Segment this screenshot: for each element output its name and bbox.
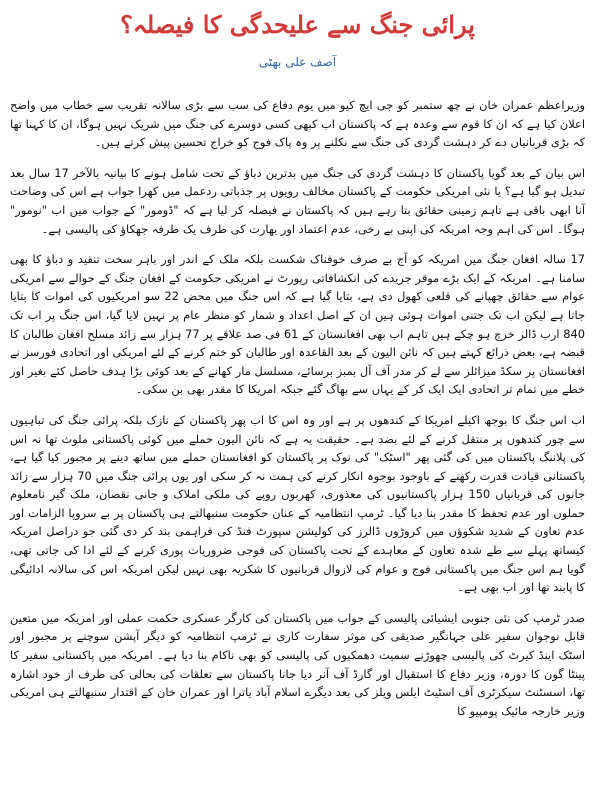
article-headline: پرائی جنگ سے علیحدگی کا فیصلہ؟ — [120, 10, 475, 39]
article-paragraph-4: اب اس جنگ کا بوجھ اکیلے امریکا کے کندھوں پر ہے اور وہ اس کا اب پھر پاکستان کے نازک بلکہ پرائی جنگ کی تباہیوں سے چور کندھوں پر منتقل کرنے کے لئے بضد ہے۔ حقیقت یہ ہے کہ نائن الیون حملے میں کوئی پاکستانی ملوث تھا نہ اس کی پلاننگ پاکستان میں کی گئی پھر "اسٹک" کی نوک پر پاکستان کو افغانستان حملے میں ساتھ دینے پر مجبور کیا گیا ہے، پاکستانی قیادت قدرت رکھنے کے باوجود بوجوہ انکار کرنے کی ہمت نہ کر سکی اور یوں پرائی جنگ میں 70 ہزار سے زائد جانوں کی قربانیاں 150 ہزار پاکستانیوں کی معذوری، کھربوں روپے کی ملکی املاک و جانی نقصان، ملک گیر نامعلوم حملوں اور عدم تحفظ کا مقدر بنا دیا گیا۔ ٹرمپ انتظامیہ کے عنان حکومت سنبھالتے ہی پاکستان پر بے سروپا الزامات اور عدم تعاون کے شدید شکوؤں میں کروڑوں ڈالرز کی کولیشن سپورٹ فنڈ کی فراہمی بند کر دی گئی جو دراصل امریکہ کیساتھ پہلے سے طے شدہ تعاون کے معاہدے کے تحت پاکستان کی فوجی ضروریات پوری کرنے کے لئے ادا کی جاتی تھی، گویا ہم اس جنگ میں پاکستانی فوج و عوام کی لازوال قربانیوں کا شکریہ بھی نہیں لیکن امریکہ اس کی سالانہ ادائیگی کا پابند تھا اور اب بھی ہے۔ — [10, 412, 585, 595]
article-body — [10, 96, 585, 732]
article-paragraph-3: 17 سالہ افغان جنگ میں امریکہ کو آج بے صرف خوفناک شکست بلکہ ملک کے اندر اور باہر سخت تنقید و دباؤ کا بھی سامنا ہے۔ امریکہ کے ایک بڑے موقر جریدے کی انکشافاتی رپورٹ نے امریکی حکومت کے افغان جنگ کے حوالے سے امریکی عوام سے حقائق چھپانے کی قلعی کھول دی ہے، بتایا گیا ہے کہ اس جنگ میں محض 22 سو امریکیوں کی اموات کا بتایا جاتا ہے لیکن اب تک جتنی اموات ہوئی ہیں ان کے اصل اعداد و شمار کو منظر عام پر نہیں لایا گیا، اس جنگ پر اب تک 840 ارب ڈالر خرچ ہو چکے ہیں تاہم اب بھی افغانستان کے 61 فی صد علاقے پر 77 ہزار سے زائد مسلح افغان طالبان کا قبضہ ہے، بعض ذرائع کہتے ہیں کہ نائن الیون کے بعد القاعدہ اور طالبان کو ختم کرنے کے لئے امریکی اور اتحادی فورسز نے افغانستان پر سکڈ میزائلز سے لے کر مدر آف آل بمبز برسائے، مسلسل مار کھانے کے بعد کوئی بڑا ہدف حاصل کئے بغیر اور خطے میں تمام تر اتحادی ایک ایک کر کے یہاں سے بھاگ گئے جبکہ امریکا کا مقدر بھی بن سکی۔ — [10, 252, 585, 397]
article-paragraph-5: صدر ٹرمپ کی نئی جنوبی ایشیائی پالیسی کے جواب میں پاکستان کی کارگر عسکری حکمت عملی اور امریکہ میں متعین قابل نوجوان سفیر علی جہانگیر صدیقی کی موثر سفارت کاری نے ٹرمپ انتظامیہ کو دیگر آپشن سوچنے پر مجبور اور اسٹک اینڈ کیرٹ کی پالیسی چھوڑنے سمیت دھمکیوں کی پالیسی کو بھی ناکام بنا دیا ہے۔ امریکہ میں پاکستانی سفیر کا پینٹا گون کا دورہ، وزیر دفاع کا استقبال اور گارڈ آف آنر دیا جانا پاکستان سے تعلقات کی بحالی کی طرف از خود اشارہ تھا، اسسٹنٹ سیکرٹری آف اسٹیٹ ایلس ویلز کی بعد دیگرے اسلام آباد یاترا اور عمران خان کے اقتدار سنبھالتے ہی امریکی وزیر خارجہ مائیک پومپیو کا — [10, 610, 585, 718]
article-paragraph-1: وزیراعظم عمران خان نے چھ ستمبر کو جی ایچ کیو میں یوم دفاع کی سب سے بڑی سالانہ تقریب سے خطاب میں واضح اعلان کیا ہے کہ ان کا قوم سے وعدہ ہے کہ پاکستان اب کبھی کسی دوسرے کی جنگ میں شریک نہیں ہوگا، ان کا کہنا تھا کہ بڑی قربانیاں دے کر دہشت گردی کی جنگ سے نکلنے پر وہ پاک فوج کو خراج تحسین پیش کرتے ہیں۔ — [10, 98, 585, 150]
article-paragraph-2: اس بیان کے بعد گویا پاکستان کا دہشت گردی کی جنگ میں بدترین دباؤ کے تحت شامل ہونے کا بیانیہ بالآخر 17 سال بعد تبدیل ہو گیا ہے؟ یا نئی امریکی حکومت کے پاکستان مخالف رویوں پر جذباتی ردعمل میں کھرا جواب ہے اس کی وضاحت آنا ابھی باقی ہے تاہم زمینی حقائق بتا رہے ہیں کہ پاکستان نے فیصلہ کر لیا ہے کہ "ڈومور" کے جواب میں اب "نومور" ہوگا۔ اس کی اہم وجہ امریکہ کی اپنی بے رخی، عدم اعتماد اور بھارت کی طرف یک طرفہ جھکاؤ کی پالیسی ہے۔ — [10, 165, 585, 236]
article-byline: آصف علی بھٹی — [258, 55, 337, 69]
